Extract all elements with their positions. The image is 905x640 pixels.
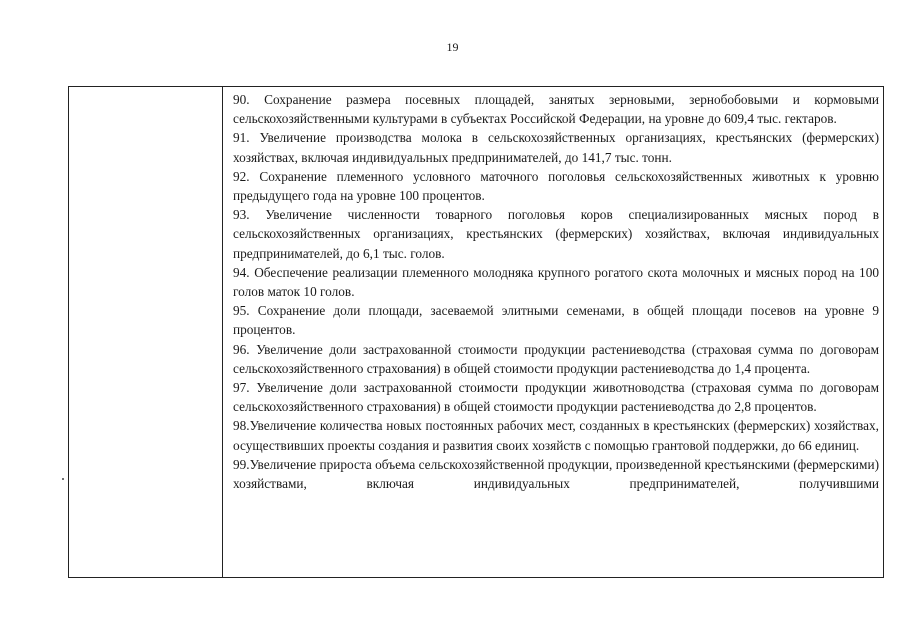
list-item-91: 91. Увеличение производства молока в сельскохозяйственных организациях, крестьянских (фермерских) хозяйствах, включая индивидуальных предпринимателей, до 141,7 тыс. тонн. bbox=[233, 130, 879, 165]
list-item-95: 95. Сохранение доли площади, засеваемой элитными семенами, в общей площади посевов на уровне 9 процентов. bbox=[233, 303, 879, 338]
list-item-94: 94. Обеспечение реализации племенного молодняка крупного рогатого скота молочных и мясных пород на 100 голов маток 10 голов. bbox=[233, 264, 879, 300]
list-item-93: 93. Увеличение численности товарного поголовья коров специализированных мясных пород в сельскохозяйственных организациях, крестьянских (фермерских) хозяйствах, включая индивидуальных предпринимателей, до 6,1 тыс. голов. bbox=[233, 207, 879, 261]
page-number: 19 bbox=[446, 40, 459, 54]
table-left-column bbox=[69, 87, 223, 577]
list-item-96: 96. Увеличение доли застрахованной стоимости продукции растениеводства (страховая сумма по договорам сельскохозяйственного страхования) в общей стоимости продукции растениеводства до 1,4 процента. bbox=[233, 341, 879, 376]
table-right-column bbox=[223, 87, 883, 577]
document-table bbox=[68, 86, 884, 578]
list-item-98: 98.Увеличение количества новых постоянных рабочих мест, созданных в крестьянских (фермерских) хозяйствах, осуществивших проекты создания и развития своих хозяйств с помощью грантовой поддержки, до 66 единиц. bbox=[233, 418, 879, 453]
list-item-99: 99.Увеличение прироста объема сельскохозяйственной продукции, произведенной крестьянскими (фермерскими) хозяйствами, включая индивидуальных предпринимателей, получившими bbox=[233, 456, 879, 492]
list-item-92: 92. Сохранение племенного условного маточного поголовья сельскохозяйственных животных к уровню предыдущего года на уровне 100 процентов. bbox=[233, 168, 879, 204]
list-item-90: 90. Сохранение размера посевных площадей, занятых зерновыми, зернобобовыми и кормовыми сельскохозяйственными культурами в субъектах Российской Федерации, на уровне до 609,4 тыс. гектаров. bbox=[233, 92, 879, 127]
scan-speck bbox=[62, 478, 64, 480]
list-item-97: 97. Увеличение доли застрахованной стоимости продукции животноводства (страховая сумма по договорам сельскохозяйственного страхования) в общей стоимости продукции растениеводства до 2,8 процентов. bbox=[233, 380, 879, 415]
